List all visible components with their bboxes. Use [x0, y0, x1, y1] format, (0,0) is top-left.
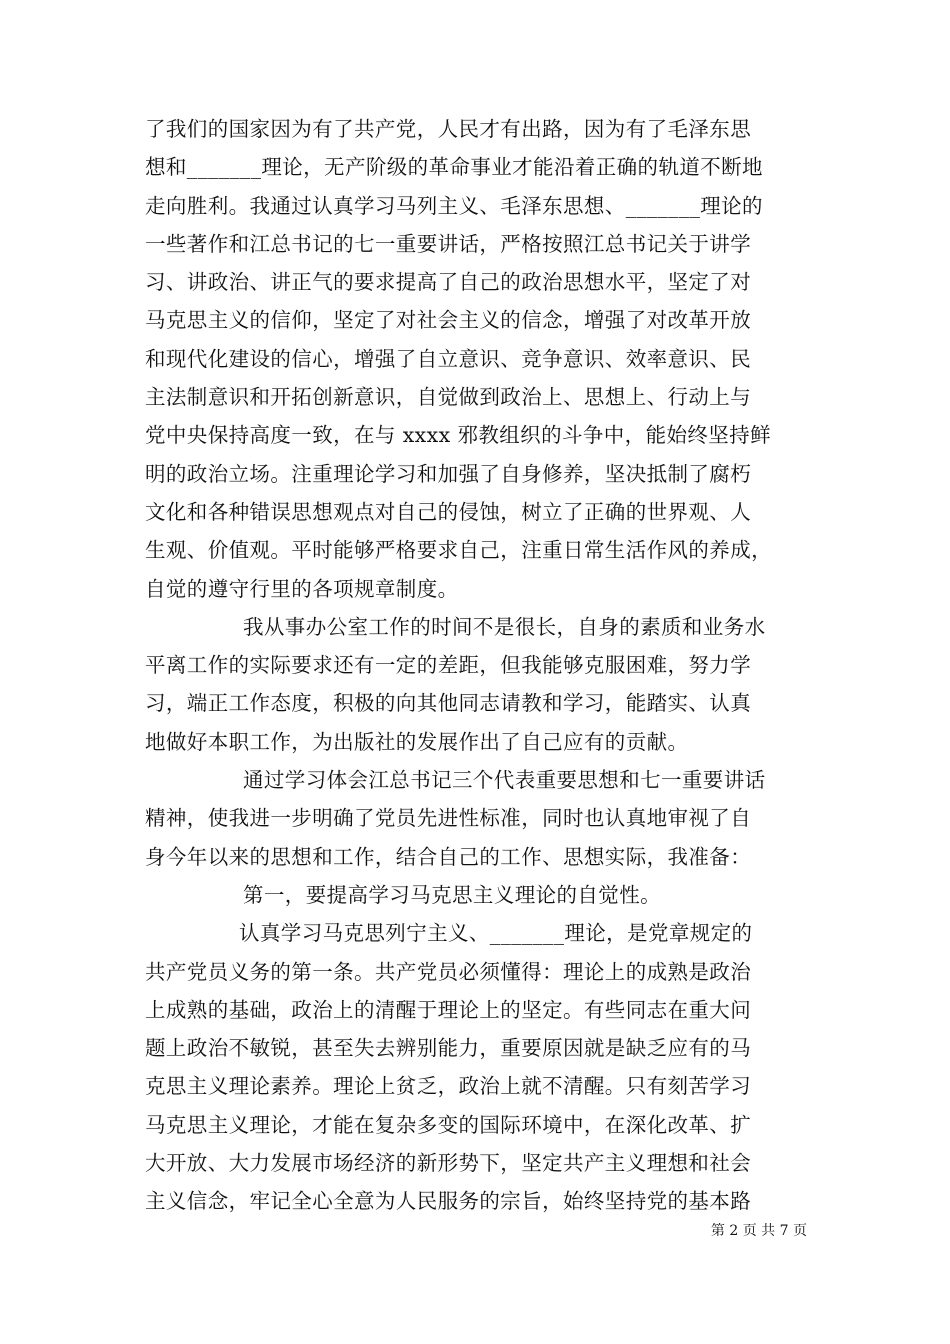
text-line: 地做好本职工作，为出版社的发展作出了自己应有的贡献。 — [145, 729, 689, 754]
text-line: 了我们的国家因为有了共产党，人民才有出路，因为有了毛泽东思 — [145, 117, 752, 141]
section-heading-line: 第一，要提高学习马克思主义理论的自觉性。 — [243, 882, 661, 907]
text-line: 习、讲政治、讲正气的要求提高了自己的政治思想水平，坚定了对 — [145, 270, 752, 295]
text-line: 和现代化建设的信心，增强了自立意识、竞争意识、效率意识、民 — [145, 346, 752, 371]
text-line: 自觉的遵守行里的各项规章制度。 — [145, 576, 459, 601]
text-line: 党中央保持高度一致，在与 xxxx 邪教组织的斗争中，能始终坚持鲜 — [145, 423, 771, 448]
paragraph-start-line: 通过学习体会江总书记三个代表重要思想和七一重要讲话 — [243, 768, 766, 793]
text-line: 马克思主义的信仰，坚定了对社会主义的信念，增强了对改革开放 — [145, 308, 752, 333]
text-line: 克思主义理论素养。理论上贫乏，政治上就不清醒。只有刻苦学习 — [145, 1074, 752, 1099]
page-number-footer: 第 2 页 共 7 页 — [710, 1223, 807, 1239]
text-line: 主法制意识和开拓创新意识，自觉做到政治上、思想上、行动上与 — [145, 385, 752, 410]
text-line: 平离工作的实际要求还有一定的差距，但我能够克服困难，努力学 — [145, 653, 752, 678]
text-line: 主义信念，牢记全心全意为人民服务的宗旨，始终坚持党的基本路 — [145, 1189, 752, 1214]
text-line: 走向胜利。我通过认真学习马列主义、毛泽东思想、_______理论的 — [145, 193, 763, 218]
text-line: 想和_______理论，无产阶级的革命事业才能沿着正确的轨道不断地 — [145, 155, 763, 180]
text-line: 生观、价值观。平时能够严格要求自己，注重日常生活作风的养成， — [145, 538, 772, 563]
text-line: 精神，使我进一步明确了党员先进性标准，同时也认真地审视了自 — [145, 806, 752, 831]
text-line: 大开放、大力发展市场经济的新形势下，坚定共产主义理想和社会 — [145, 1151, 752, 1176]
text-line: 一些著作和江总书记的七一重要讲话，严格按照江总书记关于讲学 — [145, 231, 752, 256]
text-line: 上成熟的基础，政治上的清醒于理论上的坚定。有些同志在重大问 — [145, 997, 752, 1022]
text-line: 身今年以来的思想和工作，结合自己的工作、思想实际，我准备： — [145, 844, 752, 869]
body-text — [145, 110, 815, 1221]
paragraph-start-line: 认真学习马克思列宁主义、_______理论，是党章规定的 — [239, 921, 753, 946]
text-line: 题上政治不敏锐，甚至失去辨别能力，重要原因就是缺乏应有的马 — [145, 1036, 752, 1061]
paragraph-start-line: 我从事办公室工作的时间不是很长，自身的素质和业务水 — [243, 614, 766, 639]
text-line: 习，端正工作态度，积极的向其他同志请教和学习，能踏实、认真 — [145, 691, 752, 716]
text-line: 明的政治立场。注重理论学习和加强了自身修养，坚决抵制了腐朽 — [145, 461, 752, 486]
text-line: 文化和各种错误思想观点对自己的侵蚀，树立了正确的世界观、人 — [145, 499, 752, 524]
text-line: 马克思主义理论，才能在复杂多变的国际环境中，在深化改革、扩 — [145, 1112, 752, 1137]
text-line: 共产党员义务的第一条。共产党员必须懂得：理论上的成熟是政治 — [145, 959, 752, 984]
